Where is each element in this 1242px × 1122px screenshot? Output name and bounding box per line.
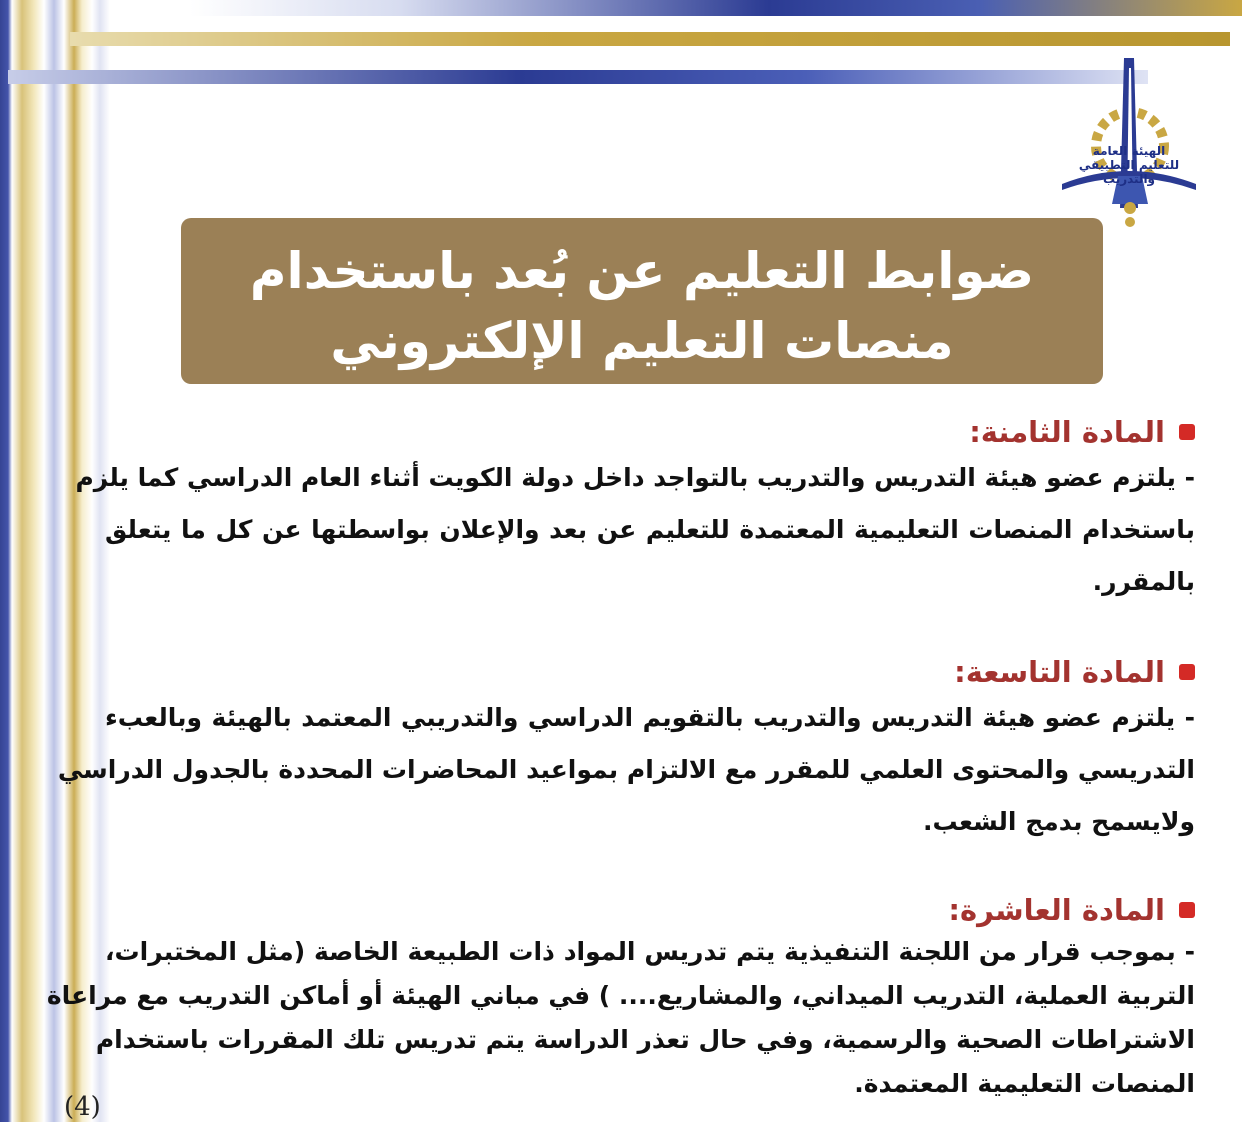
title-line-2: منصات التعليم الإلكتروني <box>330 312 954 370</box>
bullet-square-icon <box>1179 902 1195 918</box>
decorative-left-stripes <box>0 0 110 1122</box>
decorative-blue-band <box>8 70 1148 84</box>
logo-text-line-2: للتعليم التطبيقي والتدريب <box>1078 158 1180 186</box>
decorative-top-band <box>190 0 1242 16</box>
article-heading-text: المادة التاسعة: <box>954 655 1165 689</box>
title-line-1: ضوابط التعليم عن بُعد باستخدام <box>249 242 1035 300</box>
institution-logo <box>1058 58 1200 230</box>
article-body-line: المنصات التعليمية المعتمدة. <box>854 1069 1195 1098</box>
article-heading-text: المادة العاشرة: <box>948 893 1165 927</box>
article-nine <box>57 652 1195 848</box>
article-eight <box>75 412 1195 608</box>
article-heading <box>105 652 1195 692</box>
article-body-line: باستخدام المنصات التعليمية المعتمدة للتعليم عن بعد والإعلان بواسطتها عن كل ما يتعلق <box>105 515 1195 544</box>
article-ten <box>46 890 1195 1106</box>
logo-text-line-1: الهيئة العامة <box>1092 144 1166 158</box>
article-body-line: التربية العملية، التدريب الميداني، والمشاريع.... ) في مباني الهيئة أو أماكن التدريب مع مراعاة <box>46 981 1195 1010</box>
article-body-line: - يلتزم عضو هيئة التدريس والتدريب بالتقويم الدراسي والتدريبي المعتمد بالهيئة وبالعبء <box>105 703 1195 732</box>
article-body-line: - يلتزم عضو هيئة التدريس والتدريب بالتواجد داخل دولة الكويت أثناء العام الدراسي كما يلزم <box>75 463 1195 492</box>
bullet-square-icon <box>1179 424 1195 440</box>
article-heading <box>105 890 1195 930</box>
article-body-line: الاشتراطات الصحية والرسمية، وفي حال تعذر الدراسة يتم تدريس تلك المقررات باستخدام <box>95 1025 1195 1054</box>
article-body-line: التدريسي والمحتوى العلمي للمقرر مع الالتزام بمواعيد المحاضرات المحددة بالجدول الدراسي <box>57 755 1195 784</box>
article-body-line: - بموجب قرار من اللجنة التنفيذية يتم تدريس المواد ذات الطبيعة الخاصة (مثل المختبرات، <box>105 937 1195 966</box>
article-body-line: بالمقرر. <box>1092 567 1195 596</box>
bullet-square-icon <box>1179 664 1195 680</box>
title-banner <box>181 218 1103 384</box>
page-number: (4) <box>64 1092 101 1122</box>
article-heading-text: المادة الثامنة: <box>969 415 1165 449</box>
article-heading <box>105 412 1195 452</box>
article-body-line: ولايسمح بدمج الشعب. <box>923 807 1195 836</box>
decorative-gold-band <box>70 32 1230 46</box>
